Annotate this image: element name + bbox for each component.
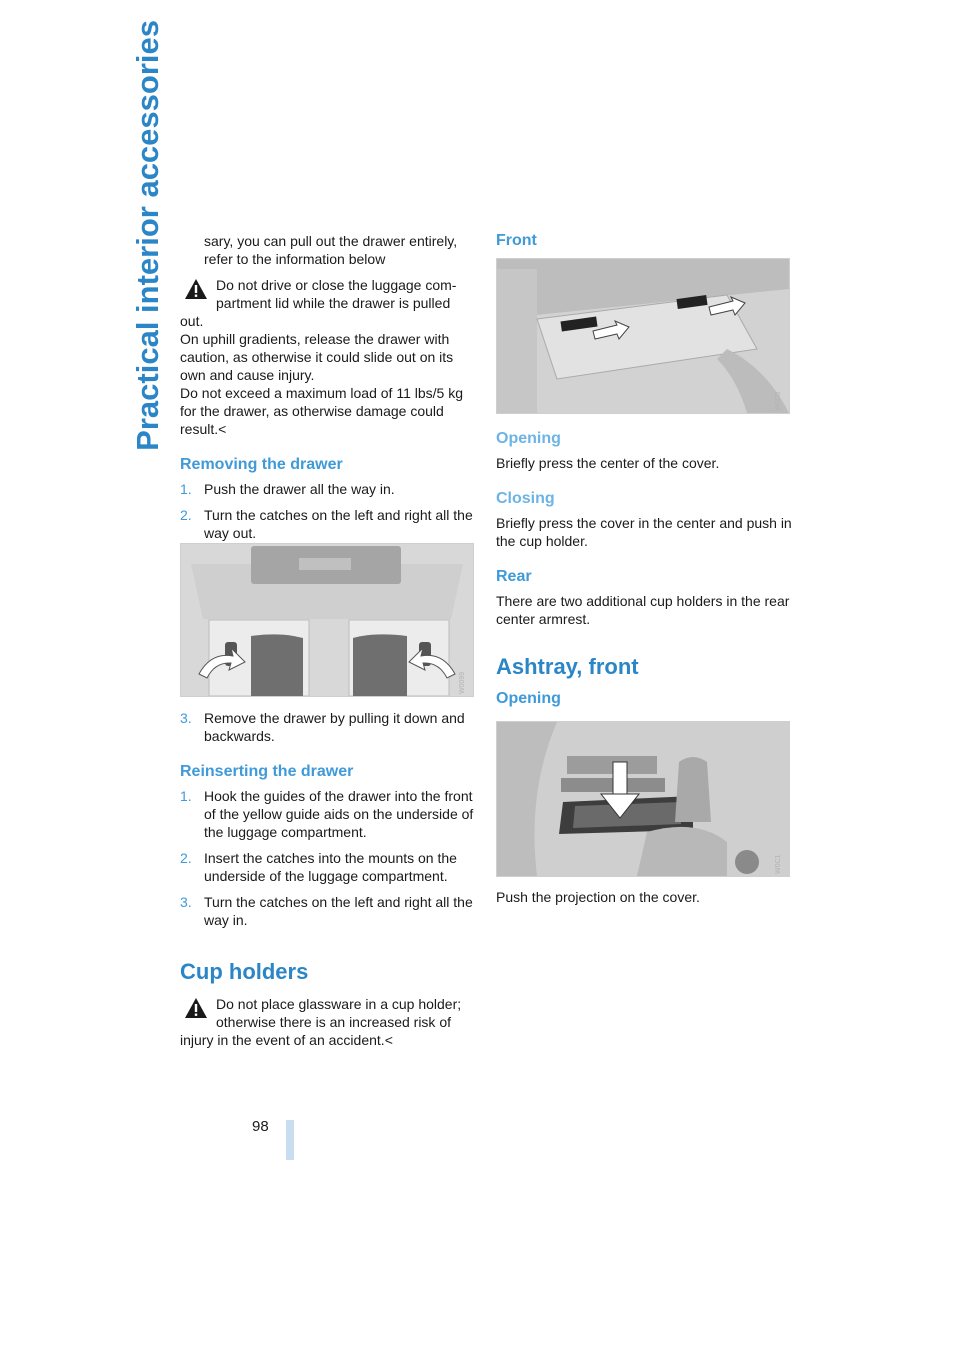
chapter-title-text: Practical interior accessories (130, 20, 165, 451)
warning-text: injury in the event of an accident. (180, 1032, 385, 1048)
cup-holder-illustration (497, 259, 789, 413)
closing-text: Briefly press the cover in the center and push in the cup holder. (496, 515, 792, 549)
figure-drawer-catches (180, 543, 474, 697)
chapter-title-sidebar (128, 20, 168, 710)
reinserting-step (180, 787, 476, 841)
warning-text: Do not exceed a maximum load of 11 lbs/5 kg for the drawer, as otherwise damage could result. (180, 385, 464, 437)
figure-front-cup-holder (496, 258, 790, 414)
front-heading: Front (496, 232, 537, 249)
step-text: Remove the drawer by pulling it down and backwards. (204, 710, 465, 744)
right-column (496, 232, 792, 256)
intro-text (180, 232, 476, 268)
ashtray-opening-heading: Opening (496, 690, 561, 707)
drawer-illustration (181, 544, 473, 696)
opening-text: Briefly press the center of the cover. (496, 455, 720, 471)
step-number: 2. (180, 507, 192, 523)
intro-line: refer to the information below (204, 251, 386, 267)
left-column (180, 232, 476, 550)
closing-heading: Closing (496, 490, 555, 507)
step-text: Turn the catches on the left and right all the way out. (204, 507, 473, 541)
ashtray-heading: Ashtray, front (496, 654, 639, 679)
warning-text: On uphill gradients, release the drawer with caution, as otherwise it could slide out on its own and cause injury. (180, 331, 454, 383)
warning-triangle-icon (184, 278, 208, 300)
step-text: Turn the catches on the left and right all the way in. (204, 894, 473, 928)
warning-block-drawer (180, 276, 476, 438)
ashtray-illustration (497, 722, 789, 876)
page-number: 98 (252, 1118, 269, 1135)
reinserting-step (180, 849, 476, 885)
end-mark: < (218, 421, 227, 437)
left-column-lower (180, 709, 476, 1049)
step-number: 3. (180, 710, 192, 726)
step-number: 1. (180, 481, 192, 497)
intro-line: sary, you can pull out the drawer entirely, (204, 233, 458, 249)
step-text: Push the drawer all the way in. (204, 481, 395, 497)
warning-text: Do not place glassware in a cup holder; (216, 996, 462, 1012)
rear-text: There are two additional cup holders in the rear center armrest. (496, 593, 790, 627)
step-text: Insert the catches into the mounts on the underside of the luggage compartment. (204, 850, 457, 884)
warning-triangle-icon (184, 997, 208, 1019)
right-column-lower (496, 888, 792, 914)
removing-step (180, 709, 476, 745)
rear-heading: Rear (496, 568, 532, 585)
right-column-middle (496, 430, 792, 714)
warning-text: Do not drive or close the luggage com- (216, 277, 457, 293)
removing-step (180, 480, 476, 498)
opening-heading: Opening (496, 430, 561, 447)
step-number: 3. (180, 894, 192, 910)
removing-heading: Removing the drawer (180, 456, 343, 473)
ashtray-text: Push the projection on the cover. (496, 889, 700, 905)
figure-ashtray (496, 721, 790, 877)
cup-holders-heading: Cup holders (180, 959, 309, 984)
reinserting-step (180, 893, 476, 929)
figure-code: W0C0 (775, 391, 782, 411)
warning-text: otherwise there is an increased risk of (216, 1014, 451, 1030)
figure-code: W0099 (459, 671, 466, 694)
removing-step (180, 506, 476, 542)
step-number: 2. (180, 850, 192, 866)
step-number: 1. (180, 788, 192, 804)
warning-text: partment lid while the drawer is pulled (216, 295, 451, 311)
warning-block-cup-holders (180, 995, 476, 1049)
step-text: Hook the guides of the drawer into the front of the yellow guide aids on the underside of the luggage compartment. (204, 788, 474, 840)
reinserting-heading: Reinserting the drawer (180, 763, 354, 780)
page-number-bar (286, 1120, 294, 1160)
warning-text: out. (180, 313, 204, 329)
figure-code: W0C1 (775, 854, 782, 874)
end-mark: < (384, 1032, 393, 1048)
